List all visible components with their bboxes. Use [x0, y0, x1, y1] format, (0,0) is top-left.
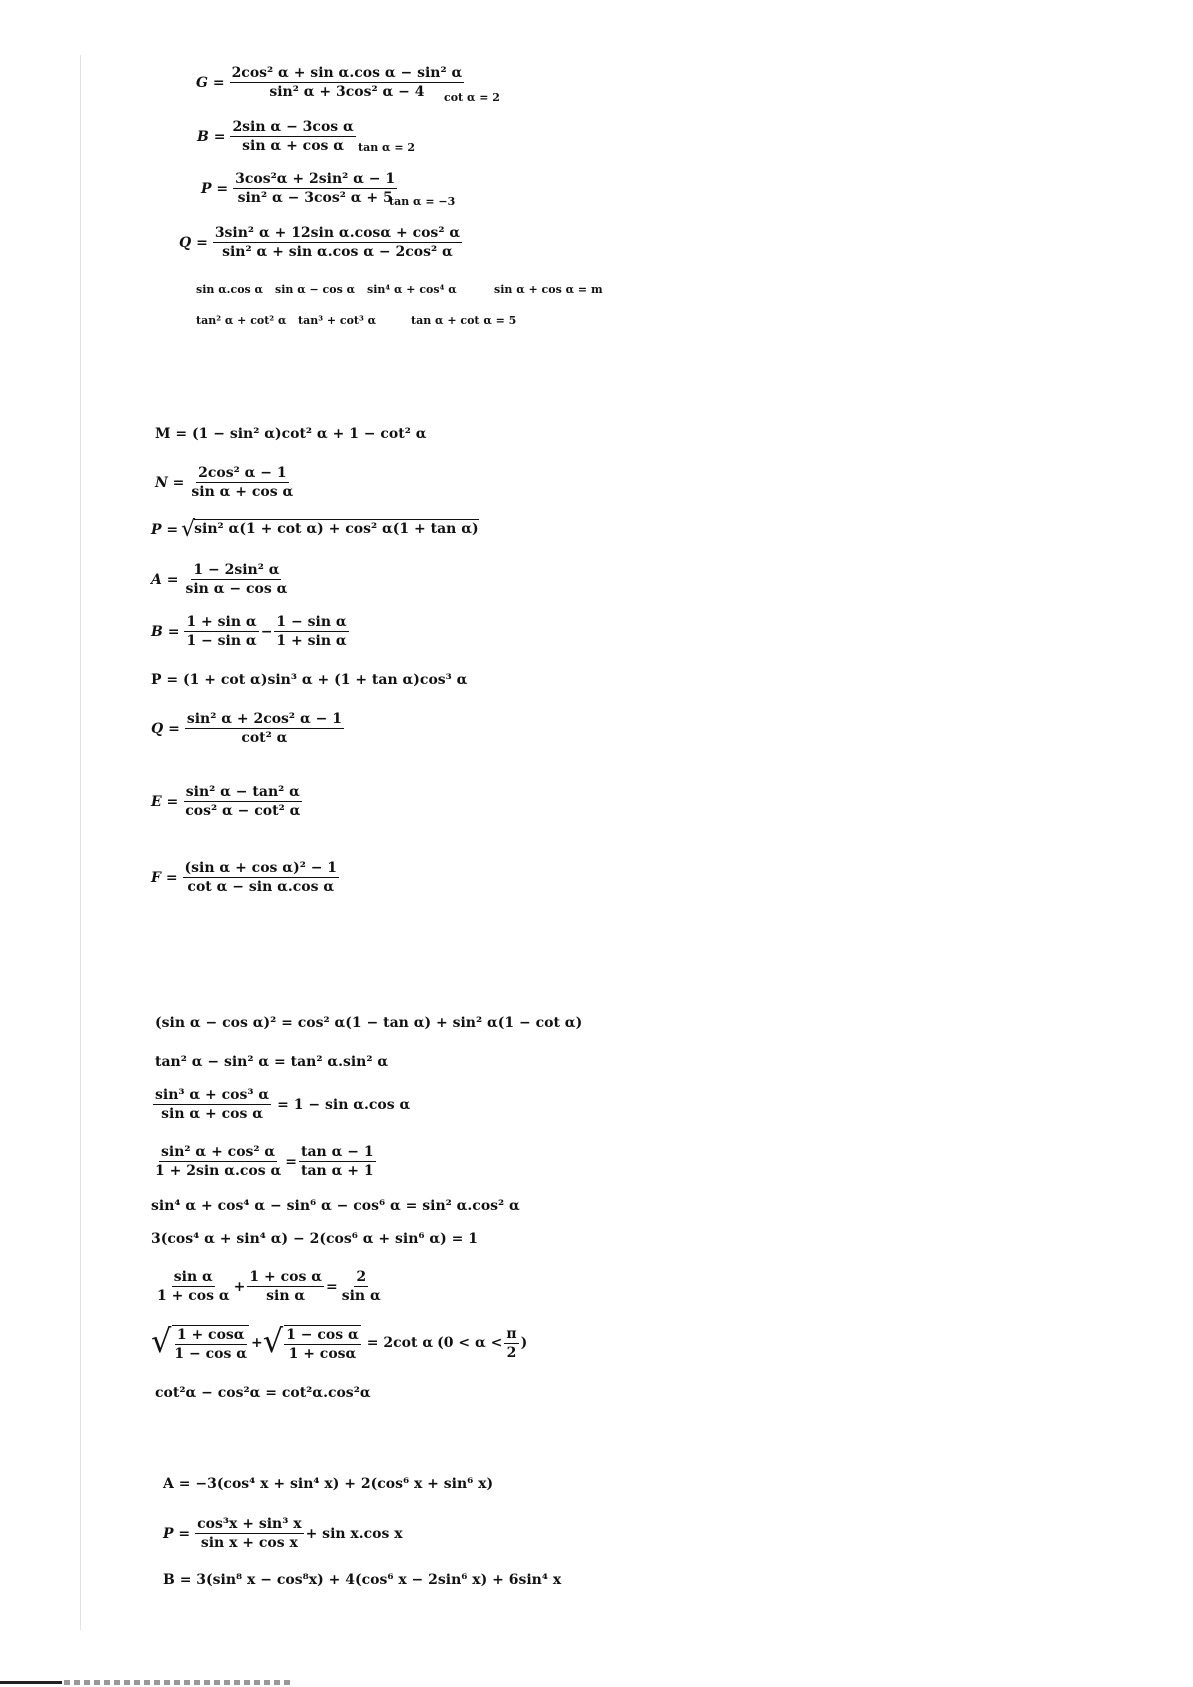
minus-operator: − [260, 623, 273, 640]
expr-tan3-plus-cot3: tan³ + cot³ α [298, 314, 377, 327]
expr-P-numerator: 3cos²α + 2sin² α − 1 [235, 171, 396, 187]
expr-A-denominator: sin α − cos α [185, 581, 288, 597]
expr-sin-plus-cos-condition: sin α + cos α = m [494, 283, 603, 296]
identity-7-fraction-2 [247, 1270, 324, 1303]
sqrt-symbol [181, 519, 478, 541]
expr-Q-denominator: sin² α + sin α.cos α − 2cos² α [222, 244, 453, 260]
expr-P-x-tail: + sin x.cos x [305, 1525, 403, 1542]
expr-P-sqrt-lhs: P = [151, 522, 179, 538]
expr-P2: P = (1 + cot α)sin³ α + (1 + tan α)cos³ α [151, 672, 468, 688]
expr-M: M = (1 − sin² α)cot² α + 1 − cot² α [155, 426, 427, 442]
expr-B-numerator: 2sin α − 3cos α [232, 119, 354, 135]
expr-B2-numerator-1: 1 + sin α [186, 614, 257, 630]
identity-8-condition-left: (0 < α < [437, 1335, 503, 1351]
expr-N-denominator: sin α + cos α [191, 484, 294, 500]
identity-8-denominator-1: 1 − cos α [174, 1346, 248, 1362]
identity-8-denominator-2: 1 + cosα [288, 1346, 357, 1362]
expr-F-denominator: cot α − sin α.cos α [187, 879, 335, 895]
expr-G-lhs: G = [196, 74, 225, 91]
identity-3-numerator: sin³ α + cos³ α [155, 1087, 270, 1103]
expr-B2-numerator-2: 1 − sin α [276, 614, 347, 630]
expr-Q [179, 226, 464, 259]
identity-4 [151, 1145, 378, 1178]
expr-N-fraction [189, 466, 295, 499]
expr-A-lhs: A = [151, 571, 179, 588]
expr-P-x-denominator: sin x + cos x [200, 1535, 298, 1551]
expr-F [151, 861, 341, 894]
identity-8 [151, 1322, 528, 1362]
identity-4-numerator-2: tan α − 1 [301, 1144, 374, 1160]
expr-N-numerator: 2cos² α − 1 [198, 465, 287, 481]
radical-sign-icon: √ [262, 1322, 284, 1360]
identity-8-numerator-2: 1 − cos α [286, 1327, 359, 1343]
identity-4-fraction-2 [299, 1145, 376, 1178]
identity-7-fraction-3 [340, 1270, 383, 1303]
expr-Q-lhs: Q = [179, 234, 208, 251]
expr-B-lhs: B = [197, 128, 226, 145]
expr-E [151, 785, 304, 818]
expr-E-denominator: cos² α − cot² α [185, 803, 301, 819]
expr-P-x [163, 1517, 403, 1550]
expr-B-x: B = 3(sin⁸ x − cos⁸x) + 4(cos⁶ x − 2sin⁶ x) + 6sin⁴ x [163, 1572, 562, 1588]
expr-Q2-denominator: cot² α [241, 730, 288, 746]
identity-3-denominator: sin α + cos α [161, 1106, 264, 1122]
expr-B2-denominator-2: 1 + sin α [276, 633, 347, 649]
identity-7-denominator-3: sin α [341, 1288, 381, 1304]
expr-Q2-lhs: Q = [151, 720, 180, 737]
footer-text-fragment [64, 1680, 294, 1685]
identity-7-denominator-2: sin α [266, 1288, 306, 1304]
identity-8-fraction-1 [172, 1325, 249, 1361]
expr-P-sqrt [151, 519, 479, 541]
expr-F-lhs: F = [151, 869, 178, 886]
expr-P-x-lhs: P = [163, 1525, 191, 1542]
expr-B-fraction [230, 120, 355, 153]
expr-N [155, 466, 297, 499]
identity-7 [153, 1270, 385, 1303]
expr-A-x: A = −3(cos⁴ x + sin⁴ x) + 2(cos⁶ x + sin⁶ x) [163, 1476, 494, 1492]
identity-1: (sin α − cos α)² = cos² α(1 − tan α) + sin² α(1 − cot α) [155, 1015, 583, 1031]
expr-P [201, 172, 399, 205]
identity-4-denominator-1: 1 + 2sin α.cos α [155, 1163, 282, 1179]
expr-P-condition: tan α = −3 [389, 195, 456, 208]
expr-B-denominator: sin α + cos α [242, 138, 345, 154]
identity-7-denominator-1: 1 + cos α [157, 1288, 230, 1304]
expr-P-x-fraction [195, 1517, 303, 1550]
expr-E-numerator: sin² α − tan² α [185, 784, 300, 800]
expr-sin-minus-cos: sin α − cos α [275, 283, 356, 296]
identity-5: sin⁴ α + cos⁴ α − sin⁶ α − cos⁶ α = sin² α.cos² α [151, 1198, 520, 1214]
equals-sign: = [325, 1278, 338, 1295]
expr-G-fraction [230, 66, 465, 99]
expr-B [197, 120, 358, 153]
expr-A-fraction [183, 563, 289, 596]
identity-3 [151, 1088, 410, 1121]
identity-2: tan² α − sin² α = tan² α.sin² α [155, 1054, 389, 1070]
expr-B-condition: tan α = 2 [358, 141, 416, 154]
expr-B2 [151, 615, 351, 648]
identity-4-denominator-2: tan α + 1 [301, 1163, 374, 1179]
expr-P-radicand: sin² α(1 + cot α) + cos² α(1 + tan α) [194, 519, 478, 541]
radical-sign-icon: √ [181, 517, 196, 542]
pi-symbol: π [506, 1325, 517, 1342]
expr-Q-fraction [213, 226, 462, 259]
identity-3-rhs: = 1 − sin α.cos α [277, 1096, 411, 1113]
radical-sign-icon: √ [151, 1322, 172, 1360]
identity-7-numerator-1: sin α [173, 1269, 213, 1285]
expr-E-fraction [183, 785, 302, 818]
expr-P-fraction [233, 172, 397, 205]
identity-3-fraction [153, 1088, 271, 1121]
equals-sign: = [285, 1153, 297, 1170]
identity-7-numerator-2: 1 + cos α [249, 1269, 322, 1285]
expr-tan2-plus-cot2: tan² α + cot² α [196, 314, 287, 327]
identity-8-numerator-1: 1 + cosα [176, 1327, 245, 1343]
expr-B2-lhs: B = [151, 623, 180, 640]
identity-7-fraction-1 [155, 1270, 232, 1303]
expr-P-lhs: P = [201, 180, 229, 197]
expr-G-numerator: 2cos² α + sin α.cos α − sin² α [231, 65, 463, 81]
identity-8-rhs: = 2cot α [366, 1335, 434, 1351]
expr-sin4-plus-cos4: sin⁴ α + cos⁴ α [367, 283, 457, 296]
expr-F-numerator: (sin α + cos α)² − 1 [184, 860, 338, 876]
expr-tan-plus-cot-condition: tan α + cot α = 5 [411, 314, 517, 327]
expr-Q2-fraction [185, 712, 344, 745]
expr-N-lhs: N = [155, 474, 185, 491]
expr-F-fraction [183, 861, 340, 894]
expr-B2-fraction-2 [274, 615, 348, 648]
expr-G [196, 66, 466, 99]
identity-4-fraction-1 [153, 1145, 283, 1178]
expr-B2-denominator-1: 1 − sin α [186, 633, 257, 649]
pi-denominator: 2 [506, 1344, 517, 1361]
expr-Q-numerator: 3sin² α + 12sin α.cosα + cos² α [214, 225, 461, 241]
expr-E-lhs: E = [151, 793, 179, 810]
identity-6: 3(cos⁴ α + sin⁴ α) − 2(cos⁶ α + sin⁶ α) = 1 [151, 1231, 478, 1247]
plus-operator: + [233, 1278, 246, 1295]
page-margin-rule [80, 55, 81, 1630]
identity-7-numerator-3: 2 [356, 1269, 367, 1285]
expr-B2-fraction-1 [184, 615, 258, 648]
footer-bar [0, 1681, 62, 1684]
expr-P-denominator: sin² α − 3cos² α + 5 [237, 190, 393, 206]
identity-8-condition-right: ) [520, 1335, 528, 1351]
identity-8-fraction-2 [284, 1325, 361, 1361]
expr-Q2 [151, 712, 346, 745]
pi-over-two [504, 1327, 518, 1360]
expr-Q2-numerator: sin² α + 2cos² α − 1 [186, 711, 342, 727]
sqrt-term-1 [151, 1322, 251, 1362]
expr-A-numerator: 1 − 2sin² α [193, 562, 280, 578]
expr-P-x-numerator: cos³x + sin³ x [197, 1516, 302, 1532]
sqrt-term-2 [262, 1322, 363, 1362]
identity-9: cot²α − cos²α = cot²α.cos²α [155, 1385, 371, 1401]
expr-G-condition: cot α = 2 [444, 91, 500, 104]
expr-sin-cos-product: sin α.cos α [196, 283, 264, 296]
expr-A [151, 563, 291, 596]
identity-4-numerator-1: sin² α + cos² α [161, 1144, 276, 1160]
expr-G-denominator: sin² α + 3cos² α − 4 [269, 84, 425, 100]
plus-operator: + [251, 1335, 263, 1351]
